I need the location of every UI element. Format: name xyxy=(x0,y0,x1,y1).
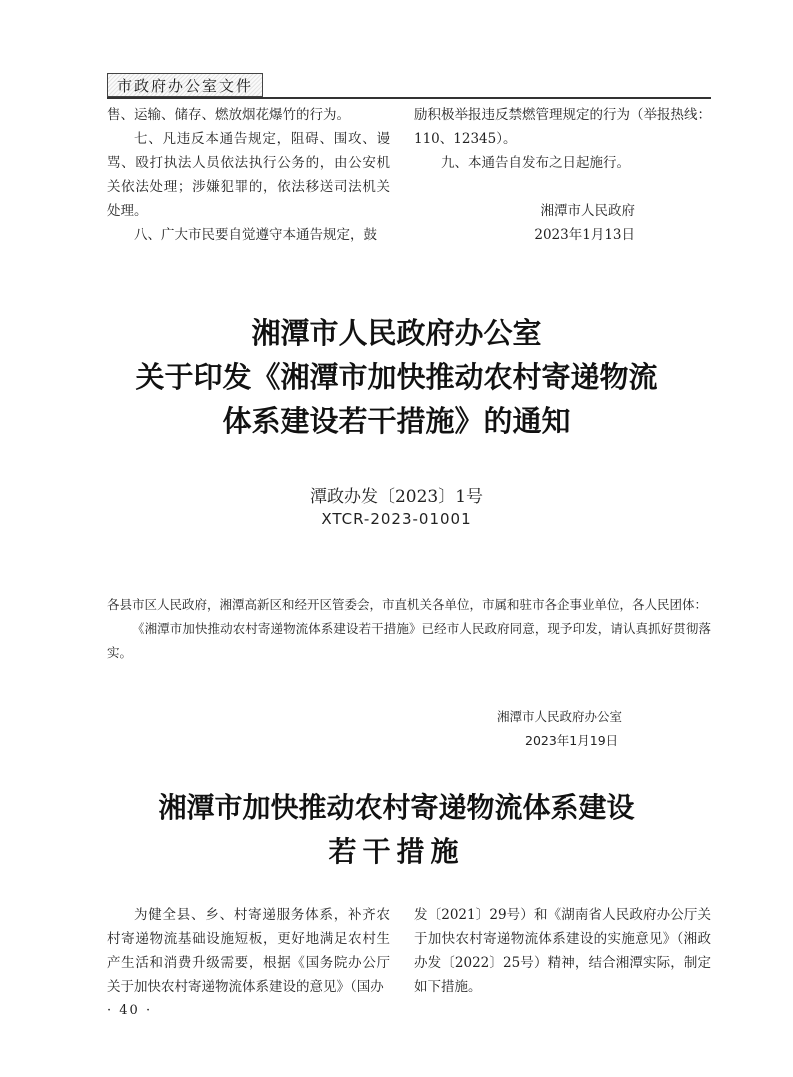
notice-content: 《湘潭市加快推动农村寄递物流体系建设若干措施》已经市人民政府同意，现予印发，请认真抓好贯彻落实。 xyxy=(107,621,711,660)
measures-title-line2: 若干措施 xyxy=(328,835,465,868)
notice-body xyxy=(107,593,711,665)
doc-code: XTCR-2023-01001 xyxy=(321,510,472,528)
doc-number: 潭政办发〔2023〕1号 xyxy=(309,487,484,507)
measures-intro-right-text: 发〔2021〕29号）和《湖南省人民政府办公厅关于加快农村寄递物流体系建设的实施意见》（湘政办发〔2022〕25号）精神，结合湘潭实际，制定如下措施。 xyxy=(414,907,711,995)
prev-paragraph: 励积极举报违反禁燃管理规定的行为（举报热线：110、12345）。 xyxy=(414,107,711,147)
notice-title-line1: 湘潭市人民政府办公室 xyxy=(251,316,542,350)
prev-notice-signer: 湘潭市人民政府 xyxy=(540,203,635,219)
prev-notice-date: 2023年1月13日 xyxy=(534,227,635,243)
notice-signer: 湘潭市人民政府办公室 xyxy=(497,709,623,724)
notice-title-line3: 体系建设若干措施》的通知 xyxy=(222,404,571,438)
measures-title-line1: 湘潭市加快推动农村寄递物流体系建设 xyxy=(158,791,635,824)
notice-signature xyxy=(107,705,711,753)
prev-notice-signature xyxy=(414,199,711,247)
measures-intro-left xyxy=(107,903,390,999)
prev-notice-left-column xyxy=(107,103,390,247)
measures-intro-left-text: 为健全县、乡、村寄递服务体系，补齐农村寄递物流基础设施短板，更好地满足农村生产生活和消费升级需要，根据《国务院办公厅关于加快农村寄递物流体系建设的意见》（国办 xyxy=(107,907,390,995)
notice-date: 2023年1月19日 xyxy=(525,733,619,748)
header-label: 市政府办公室文件 xyxy=(117,77,254,95)
notice-recipients: 各县市区人民政府，湘潭高新区和经开区管委会，市直机关各单位，市属和驻市各企事业单位，各人民团体： xyxy=(107,597,708,612)
header-rule xyxy=(107,97,711,99)
prev-paragraph: 九、本通告自发布之日起施行。 xyxy=(441,155,630,171)
page-number: · 40 · xyxy=(107,1003,153,1018)
prev-paragraph: 八、广大市民要自觉遵守本通告规定，鼓 xyxy=(134,227,377,243)
prev-paragraph: 七、凡违反本通告规定，阻碍、围攻、谩骂、殴打执法人员依法执行公务的，由公安机关依法处理；涉嫌犯罪的，依法移送司法机关处理。 xyxy=(107,131,390,219)
measures-intro-right xyxy=(414,903,711,999)
prev-notice-right-column xyxy=(414,103,711,175)
notice-title-line2: 关于印发《湘潭市加快推动农村寄递物流 xyxy=(135,360,658,394)
prev-paragraph: 售、运输、储存、燃放烟花爆竹的行为。 xyxy=(107,107,350,123)
